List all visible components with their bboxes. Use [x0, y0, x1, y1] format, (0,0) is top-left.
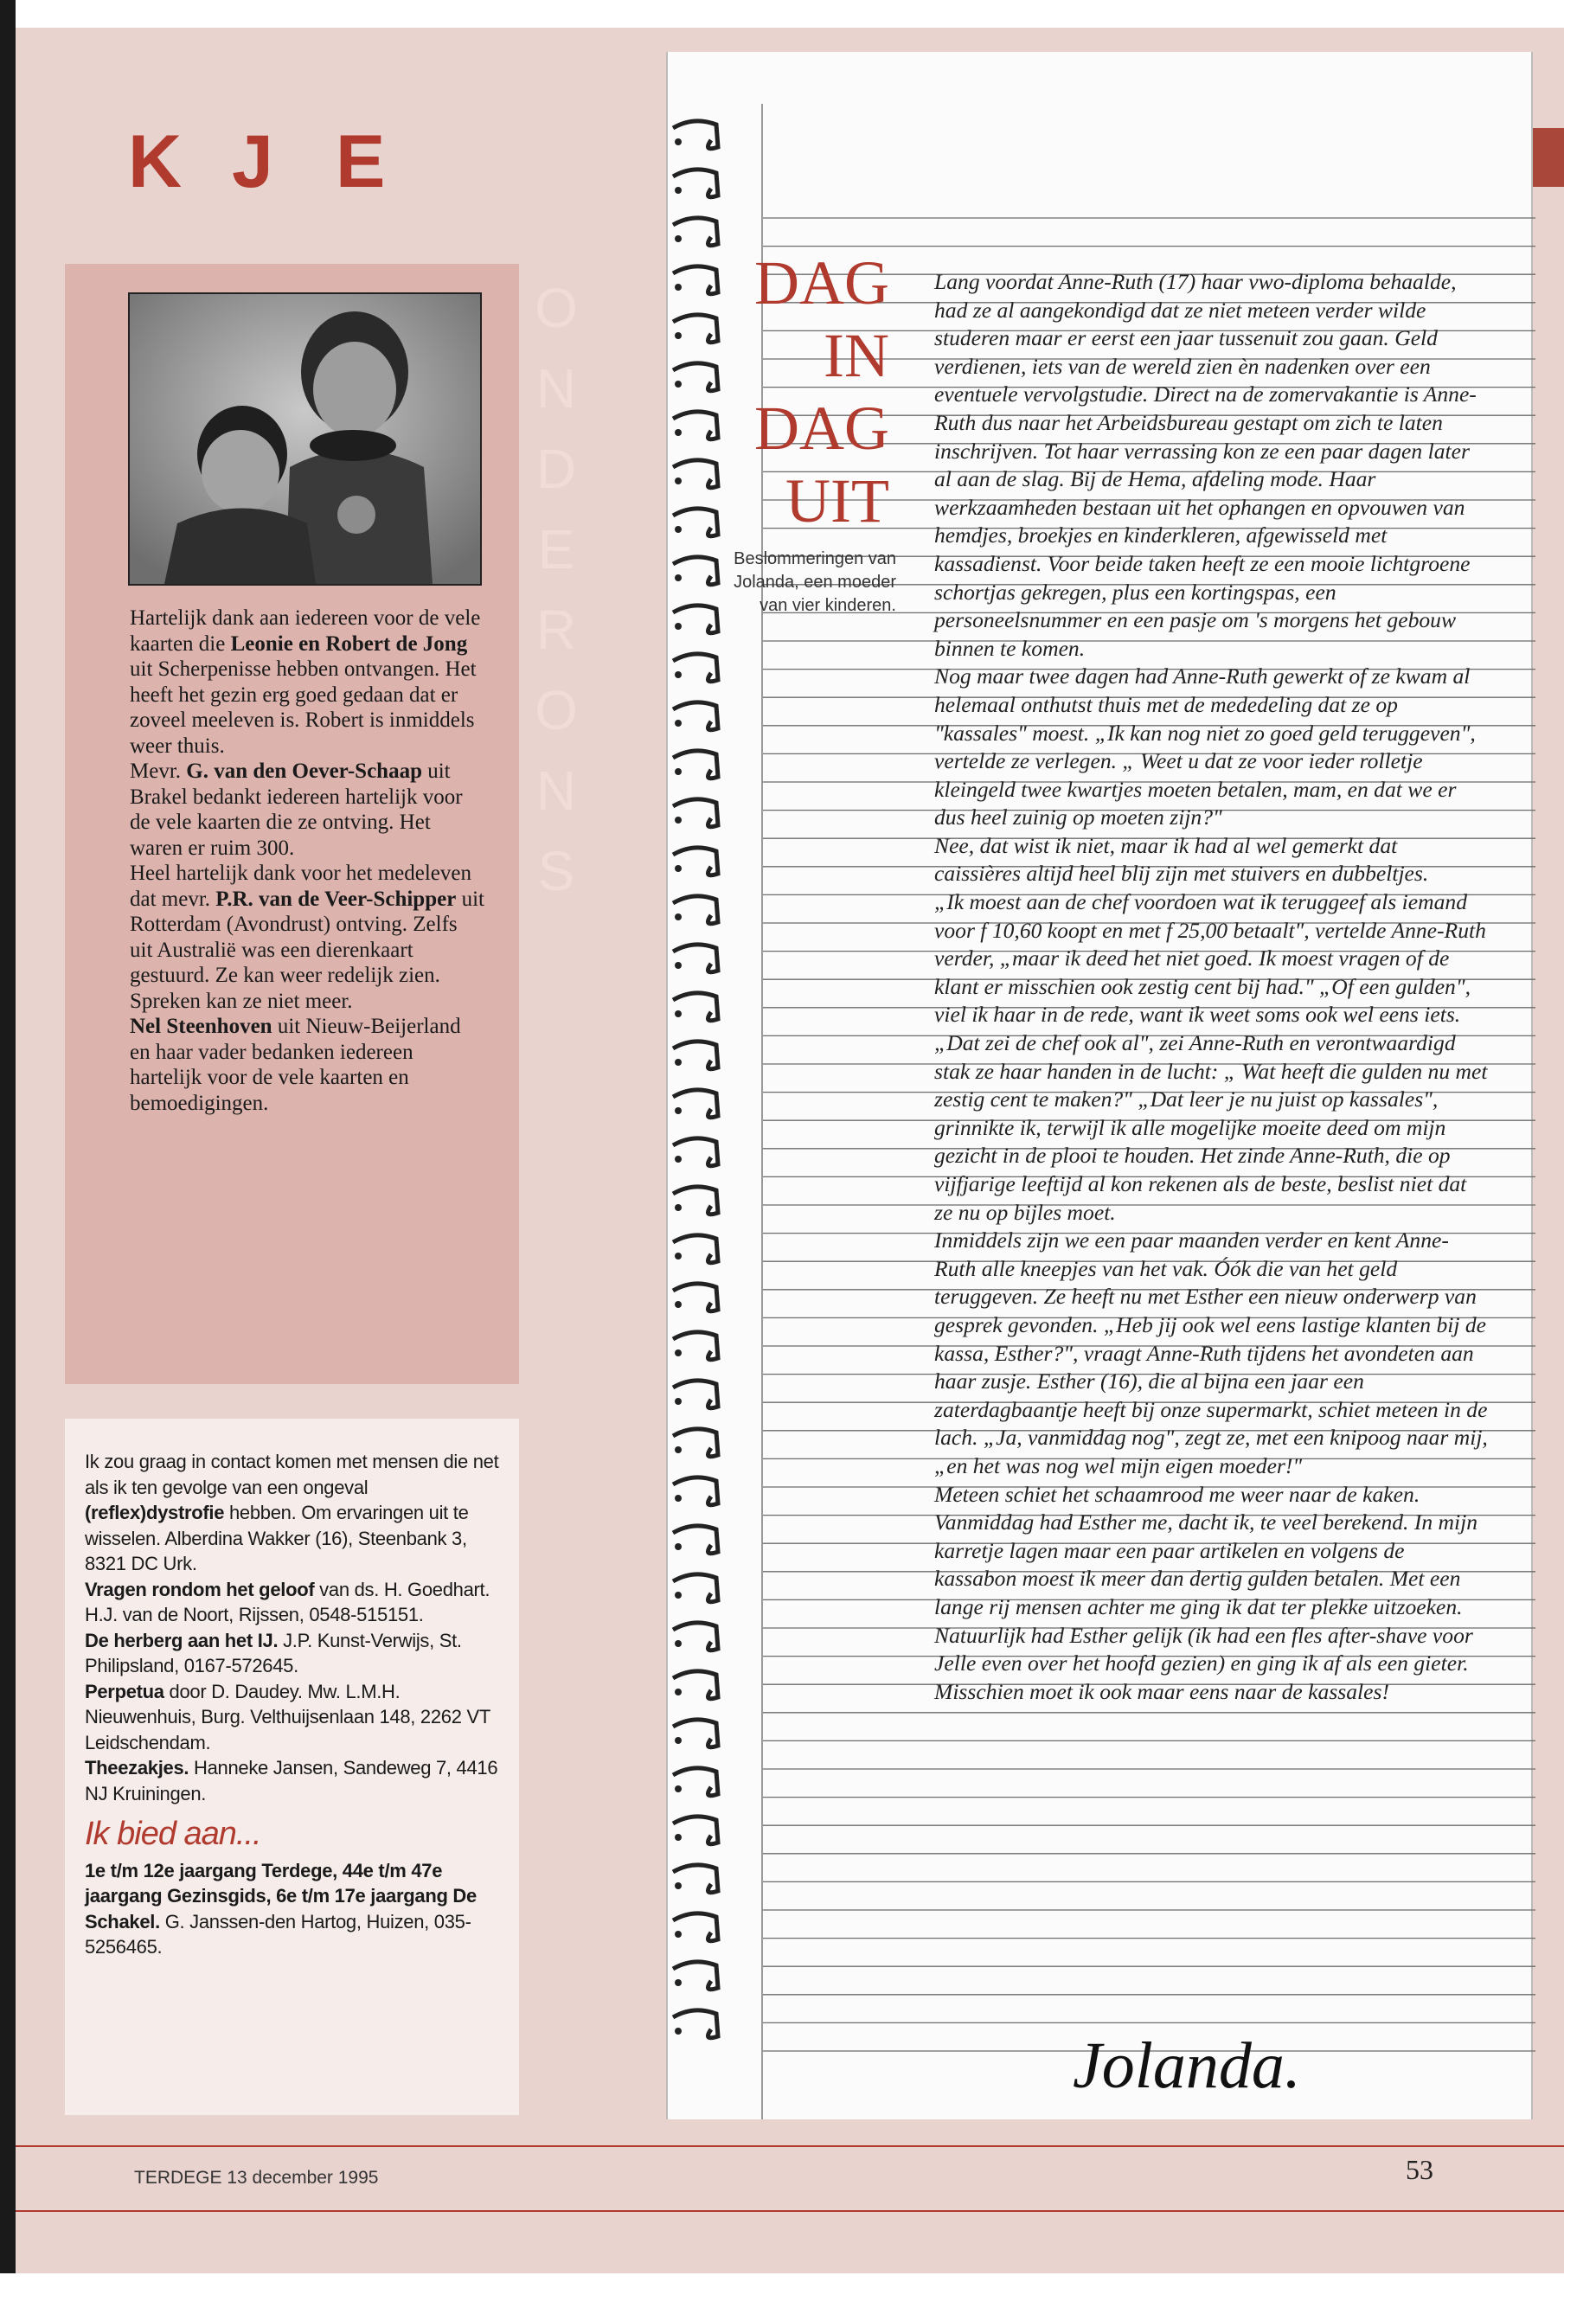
thanks-item [130, 606, 484, 759]
scan-edge-left [0, 0, 16, 2301]
vertical-letter: O [535, 277, 578, 339]
thanks-name: G. van den Oever-Schaap [186, 760, 422, 783]
spiral-hole-icon [675, 1495, 682, 1502]
contact-text-part: hebben. Om ervaringen uit te wisselen. Alberdina Wakker (16), Steenbank 3, 8321 DC Urk. [85, 1502, 469, 1574]
scan-edge-top [0, 0, 1596, 28]
thanks-text-part: Hartelijk dank aan iedereen voor de vele kaarten die [130, 606, 481, 656]
vertical-letter: N [535, 357, 577, 420]
vertical-letter: O [535, 679, 578, 741]
spiral-hole-icon [675, 913, 682, 920]
contact-item [85, 1679, 500, 1756]
spiral-hole-icon [675, 1059, 682, 1066]
story-paragraph: „Ik moest aan de chef voordoen wat ik teruggeef als iemand voor f 10,60 koopt en met f 25,00 betaalt", vertelde Anne-Ruth verder, „maar ik deed het niet goed. Ik moest vragen of de klant er misschien ook zestig cent bij had." „Of een gulden", viel ik haar in de rede, want ik weet soms ook wel eens iets. „Dat zei de chef ook al", zei Anne-Ruth en verontwaardigd stak ze haar handen in de lucht: „ Wat heeft die gulden nu met zestig cent te maken?" „Dat leer je nu juist op kassales", grinnikte ik, terwijl ik alle mogelijke moeite deed om mijn gezicht in de plooi te houden. Het zinde Anne-Ruth, die op vijfjarige leeftijd al kon rekenen als de beste, beslist niet dat ze nu op bijles moet. [934, 889, 1488, 1225]
spiral-hole-icon [675, 1446, 682, 1453]
scan-edge-bottom [0, 2273, 1596, 2301]
contact-text-part: Hanneke Jansen, Sandeweg 7, 4416 NJ Kruiningen. [85, 1757, 498, 1804]
spiral-hole-icon [675, 1979, 682, 1986]
contact-topic: De herberg aan het IJ. [85, 1629, 279, 1651]
spiral-hole-icon [675, 574, 682, 581]
spiral-hole-icon [675, 332, 682, 339]
spiral-hole-icon [675, 865, 682, 872]
spiral-hole-icon [675, 138, 682, 145]
spiral-hole-icon [675, 526, 682, 533]
column-title-line: IN [824, 321, 889, 390]
column-title-line: DAG [754, 394, 889, 463]
spiral-hole-icon [675, 1737, 682, 1744]
footer-rule [16, 2210, 1564, 2212]
spiral-hole-icon [675, 284, 682, 291]
vertical-letter: S [537, 840, 575, 902]
spiral-hole-icon [675, 1543, 682, 1550]
column-story [934, 268, 1488, 1706]
spiral-hole-icon [675, 817, 682, 824]
thanks-text-part: uit Scherpenisse hebben ontvangen. Het heeft het gezin erg goed gedaan dat er zoveel meeleven is. Robert is inmiddels weer thuis. [130, 657, 477, 758]
thanks-text-part: Heel hartelijk dank voor het medeleven dat mevr. [130, 862, 471, 911]
contact-item [85, 1755, 500, 1806]
section-header [128, 119, 439, 205]
spiral-hole-icon [675, 1689, 682, 1695]
column-subtitle: Beslommeringen van Jolanda, een moeder van vier kinderen. [734, 549, 896, 615]
thanks-item [130, 759, 484, 861]
thanks-item [130, 861, 484, 1014]
spiral-hole-icon [675, 235, 682, 242]
spiral-hole-icon [675, 1010, 682, 1017]
spiral-hole-icon [675, 2028, 682, 2035]
header-letter: E [336, 120, 386, 203]
header-letter: K [128, 120, 183, 203]
header-letter: J [232, 120, 273, 203]
spiral-hole-icon [675, 1834, 682, 1841]
story-paragraph: Nog maar twee dagen had Anne-Ruth gewerkt of ze kwam al helemaal onthutst thuis met de mededeling dat ze op "kassales" moest. „Ik kan nog niet zo goed geld teruggeven", vertelde ze verlegen. „ Weet u dat ze voor ieder rolletje kleingeld twee kwartjes moeten betalen, mam, en dat we er dus heel zuinig op moeten zijn?" [934, 663, 1476, 830]
scan-edge-right [1564, 0, 1596, 2301]
column-title-line: UIT [785, 466, 889, 535]
contact-topic: Vragen rondom het geloof [85, 1578, 315, 1600]
spiral-hole-icon [675, 429, 682, 436]
story-paragraph: Misschien moet ik ook maar eens naar de kassales! [934, 1678, 1389, 1704]
offer-title: Ik bied aan... [85, 1816, 261, 1852]
thanks-text-part: uit Rotterdam (Avondrust) ontving. Zelfs uit Australië was een dierenkaart gestuurd. Ze kan weer redelijk zien. Spreken kan ze niet meer. [130, 887, 484, 1013]
spiral-hole-icon [675, 1640, 682, 1647]
spiral-hole-icon [675, 962, 682, 969]
story-paragraph: Nee, dat wist ik niet, maar ik had al wel gemerkt dat caissières altijd heel blij zijn met stuivers en dubbeltjes. [934, 832, 1429, 887]
column-title [751, 247, 889, 537]
spiral-hole-icon [675, 1931, 682, 1938]
spiral-hole-icon [675, 478, 682, 484]
vertical-letter: N [535, 760, 577, 822]
story-paragraph: Meteen schiet het schaamrood me weer naar de kaken. Vanmiddag had Esther me, dacht ik, te veel berekend. In mijn karretje lagen maar een paar artikelen en volgens de kassabon moest ik meer dan dertig gulden betalen. Met een lange rij mensen achter me ging ik dat ter plekke uitzoeken. Natuurlijk had Esther gelijk (ik had een fles after-shave voor Jelle even over het hoofd gezien) en ging ik af als een gieter. [934, 1481, 1478, 1676]
publication-line: TERDEGE 13 december 1995 [134, 2168, 379, 2188]
spiral-hole-icon [675, 1107, 682, 1114]
thanks-item [130, 1014, 484, 1116]
contact-text-part: Ik zou graag in contact komen met mensen die net als ik ten gevolge van een ongeval [85, 1451, 499, 1498]
spiral-hole-icon [675, 1398, 682, 1405]
page-number: 53 [1406, 2154, 1433, 2185]
contact-topic: Theezakjes. [85, 1757, 189, 1779]
vertical-letter: D [535, 438, 577, 500]
story-paragraph: Lang voordat Anne-Ruth (17) haar vwo-diploma behaalde, had ze al aangekondigd dat ze niet meteen verder wilde studeren maar er eerst een jaar tussenuit zou gaan. Geld verdienen, iets van de wereld zien èn nadenken over een eventuele vervolgstudie. Direct na de zomervakantie is Anne-Ruth dus naar het Arbeidsbureau gestapt om zich te laten inschrijven. Tot haar verrassing kon ze een paar dagen later al aan de slag. Bij de Hema, afdeling mode. Haar werkzaamheden bestaan uit het ophangen en opvouwen van hemdjes, broekjes en kinderkleren, afgewisseld met kassadienst. Voor beide taken heeft ze een mooie lichtgroene schortjas gekregen, plus een kortingspas, een personeelsnummer en een pasje om 's morgens het gebouw binnen te komen. [934, 269, 1477, 661]
offer-text-part: G. Janssen-den Hartog, Huizen, 035-5256465. [85, 1910, 471, 1958]
spiral-hole-icon [675, 1204, 682, 1211]
contact-item [85, 1449, 500, 1577]
contact-item [85, 1577, 500, 1628]
spiral-hole-icon [675, 623, 682, 630]
spiral-hole-icon [675, 1349, 682, 1356]
thanks-name: Leonie en Robert de Jong [230, 631, 468, 656]
offer-item [85, 1858, 500, 1960]
contact-text-part: J.P. Kunst-Verwijs, St. Philipsland, 0167-572645. [85, 1629, 462, 1676]
thanks-text-part: uit Brakel bedankt iedereen hartelijk voor de vele kaarten die ze ontving. Het waren er ruim 300. [130, 760, 463, 860]
contact-topic: Perpetua [85, 1680, 164, 1702]
thanks-text-part: Mevr. [130, 760, 187, 783]
contact-text-part: door D. Daudey. Mw. L.M.H. Nieuwenhuis, Burg. Velthuijsenlaan 148, 2262 VT Leidschendam. [85, 1680, 490, 1753]
spiral-binding [668, 104, 728, 2059]
spiral-hole-icon [675, 1301, 682, 1308]
thanks-text [130, 606, 484, 1116]
thanks-name: Nel Steenhoven [130, 1015, 272, 1038]
thanks-name: P.R. van de Veer-Schipper [215, 887, 457, 911]
vertical-word [526, 268, 586, 912]
spiral-hole-icon [675, 768, 682, 775]
footer-rule [16, 2145, 1564, 2147]
contact-item [85, 1628, 500, 1679]
contact-text [85, 1449, 500, 1960]
spiral-hole-icon [675, 1785, 682, 1792]
family-photo-icon [128, 292, 482, 586]
spiral-hole-icon [675, 1592, 682, 1599]
spiral-hole-icon [675, 720, 682, 727]
spiral-hole-icon [675, 1253, 682, 1259]
vertical-letter: R [535, 599, 577, 661]
vertical-letter: E [537, 518, 575, 580]
spiral-hole-icon [675, 1156, 682, 1163]
column-title-line: DAG [754, 248, 889, 317]
spiral-hole-icon [675, 671, 682, 678]
contact-topic: (reflex)dystrofie [85, 1502, 225, 1523]
story-paragraph: Inmiddels zijn we een paar maanden verder en kent Anne-Ruth alle kneepjes van het vak. Óók die van het geld teruggeven. Ze heeft nu met Esther een nieuw onderwerp van gesprek gevonden. „Heb jij ook wel eens lastige klanten bij de kassa, Esther?", vraagt Anne-Ruth tijdens het avondeten aan haar zusje. Esther (16), die al bijna een jaar een zaterdagbaantje heeft bij onze supermarkt, schiet meteen in de lach. „Ja, vanmiddag nog", zegt ze, met een knipoog naar mij, „en het was nog wel mijn eigen moeder!" [934, 1227, 1488, 1478]
spiral-hole-icon [675, 381, 682, 388]
contact-text-part: van ds. H. Goedhart. H.J. van de Noort, Rijssen, 0548-515151. [85, 1578, 490, 1625]
spiral-hole-icon [675, 1882, 682, 1889]
thanks-text-part: uit Nieuw-Beijerland en haar vader bedanken iedereen hartelijk voor de vele kaarten en bemoedigingen. [130, 1015, 461, 1115]
author-signature: Jolanda. [1073, 2029, 1301, 2102]
spiral-hole-icon [675, 187, 682, 194]
offer-topic: 1e t/m 12e jaargang Terdege, 44e t/m 47e jaargang Gezinsgids, 6e t/m 17e jaargang De Schakel. [85, 1859, 477, 1932]
